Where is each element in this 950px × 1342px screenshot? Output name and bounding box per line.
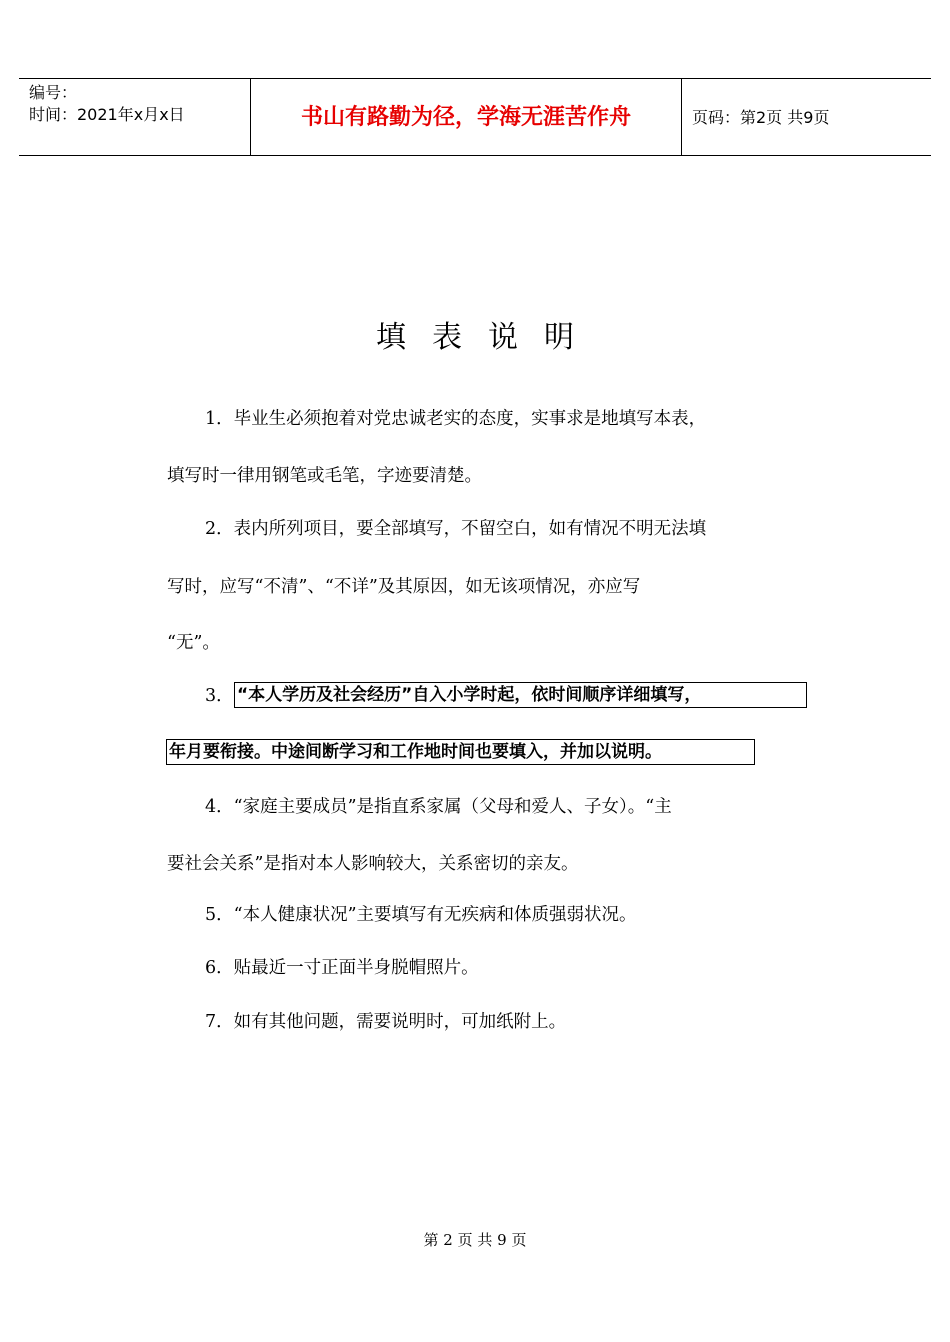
paragraph-4-line-2: 要社会关系”是指对本人影响较大，关系密切的亲友。 [167,854,579,874]
header-motto: 书山有路勤为径，学海无涯苦作舟 [300,105,631,130]
page-title: 填表说明 [376,320,600,355]
paragraph-2-line-1: 2．表内所列项目，要全部填写，不留空白，如有情况不明无法填 [205,519,707,539]
paragraph-4-line-1: 4．“家庭主要成员”是指直系家属（父母和爱人、子女）。“主 [205,797,672,817]
header-motto-cell [251,79,682,155]
paragraph-3-number: 3． [205,686,234,706]
header-page-info: 页码：第2页 共9页 [692,108,830,127]
document-number-label: 编号： [29,83,78,102]
document-time-label: 时间：2021年x月x日 [29,105,185,124]
paragraph-3-line-2: 年月要衔接。中途间断学习和工作地时间也要填入，并加以说明。 [166,739,755,765]
document-header [19,78,931,156]
paragraph-3-line-1: “本人学历及社会经历”自入小学时起，依时间顺序详细填写， [234,682,807,708]
page-footer: 第 2 页 共 9 页 [423,1231,527,1249]
paragraph-5: 5．“本人健康状况”主要填写有无疾病和体质强弱状况。 [205,905,637,925]
paragraph-2-line-3: “无”。 [167,633,220,653]
paragraph-7: 7．如有其他问题，需要说明时，可加纸附上。 [205,1012,567,1032]
paragraph-1-line-1: 1．毕业生必须抱着对党忠诚老实的态度，实事求是地填写本表， [205,409,707,429]
header-page-cell [682,79,931,155]
paragraph-6: 6．贴最近一寸正面半身脱帽照片。 [205,958,479,978]
paragraph-1-line-2: 填写时一律用钢笔或毛笔，字迹要清楚。 [167,466,482,486]
header-meta-cell [19,79,251,155]
paragraph-2-line-2: 写时，应写“不清”、“不详”及其原因，如无该项情况，亦应写 [167,577,641,597]
